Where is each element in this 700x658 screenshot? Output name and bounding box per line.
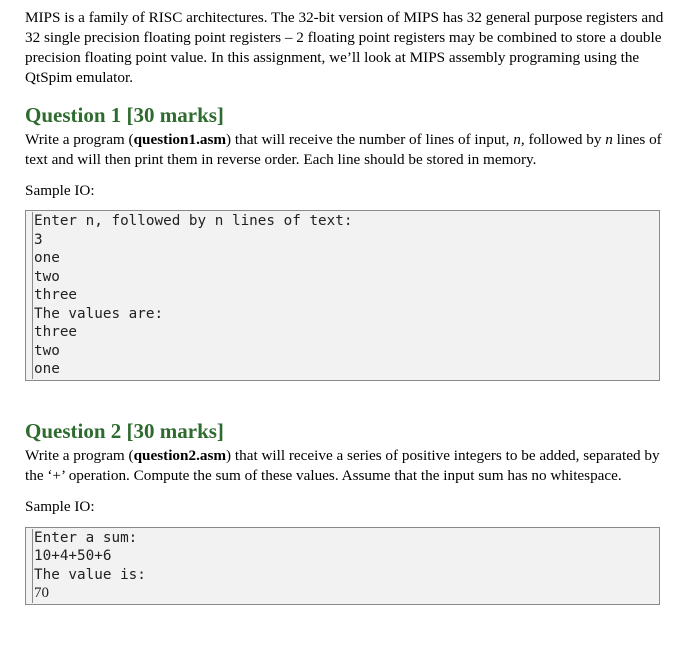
question-2-heading: Question 2 [30 marks]	[25, 418, 224, 443]
code-line: 10+4+50+6	[32, 547, 659, 566]
code-line: two	[32, 342, 659, 361]
code-line: 70	[32, 584, 659, 603]
code-line: three	[32, 286, 659, 305]
q1-text-mid2: , followed by	[520, 131, 606, 148]
code-line: 3	[32, 231, 659, 250]
code-line: Enter n, followed by n lines of text:	[32, 212, 659, 231]
question-1-sample-io-box	[25, 210, 660, 381]
q1-text-mid1: ) that will receive the number of lines of input,	[226, 131, 514, 148]
document-page	[25, 8, 665, 605]
code-line: two	[32, 268, 659, 287]
code-line: three	[32, 323, 659, 342]
code-line: one	[32, 360, 659, 379]
q2-text-pre: Write a program (	[25, 446, 134, 464]
intro-paragraph: MIPS is a family of RISC architectures. The 32-bit version of MIPS has 32 general purpose registers and 32 single precision floating point registers – 2 floating point registers may be combined to store a double precision floating point value. In this assignment, we’ll look at MIPS assembly programing using the QtSpim emulator.	[25, 9, 664, 86]
q1-text-pre: Write a program (	[25, 131, 134, 148]
q1-n-var-2: n	[605, 131, 613, 148]
question-1-sample-label: Sample IO:	[25, 182, 95, 199]
code-line: The value is:	[32, 566, 659, 585]
question-2-sample-label: Sample IO:	[25, 497, 95, 515]
question-2-sample-io-box	[25, 527, 660, 605]
q2-text-post: ) that will receive a series of positive integers to be added, separated by the ‘+’ operation. Compute the sum of these values. Assume that the input sum has no whitespace.	[25, 446, 660, 484]
question-1-heading: Question 1 [30 marks]	[25, 103, 224, 127]
q2-filename: question2.asm	[133, 446, 227, 464]
q1-text-post: lines of text and will then print them in reverse order. Each line should be stored in memory.	[25, 131, 662, 168]
code-line: The values are:	[32, 305, 659, 324]
question-1-description	[25, 130, 665, 170]
q1-filename: question1.asm	[133, 131, 227, 148]
q1-n-var-1: n	[513, 131, 521, 148]
code-line: Enter a sum:	[32, 529, 659, 548]
code-line: one	[32, 249, 659, 268]
question-2-description	[25, 446, 665, 486]
